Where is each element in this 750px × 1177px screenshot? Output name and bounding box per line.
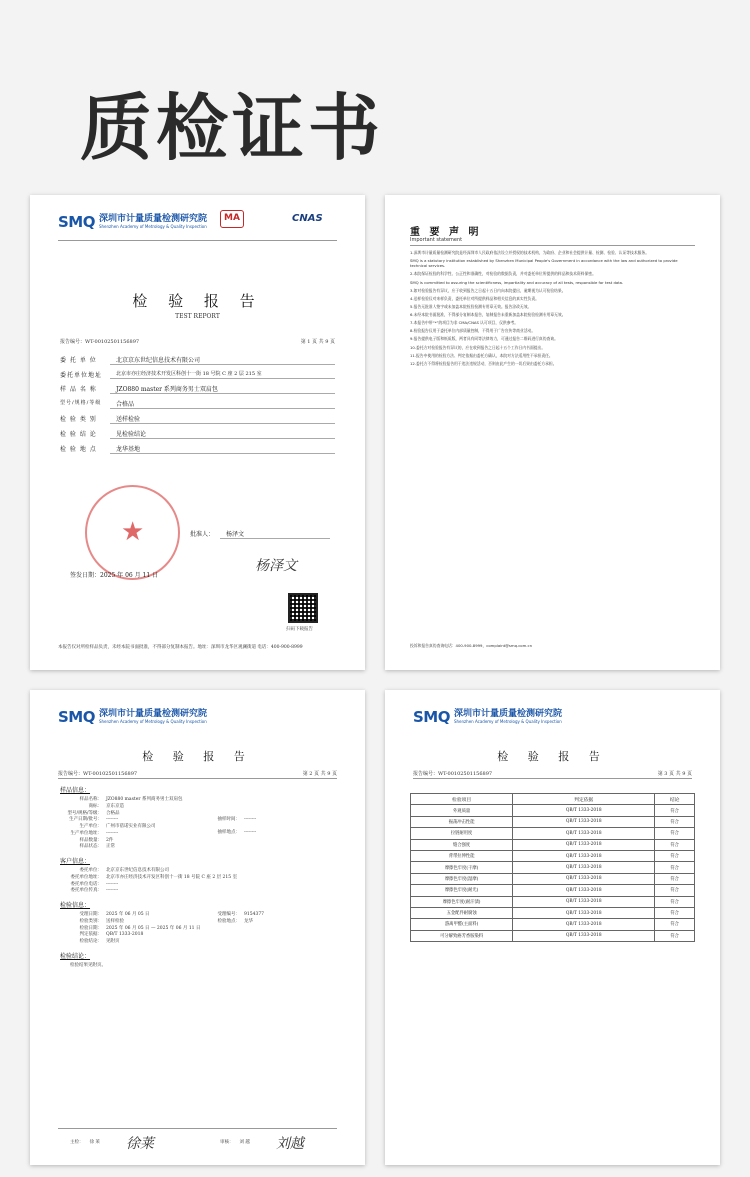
- table-cell: 符合: [655, 805, 695, 816]
- table-cell: 摩擦色牢度(干摩): [411, 862, 513, 873]
- divider: [58, 778, 337, 779]
- field-client-address: 委托单位地址 北京市亦庄经济技术开发区科创十一街 18 号院 C 座 2 层 215 室: [60, 370, 335, 379]
- sample-info-row: 样品状态： 正常: [79, 844, 115, 850]
- org-name-cn: 深圳市计量质量检测研究院: [453, 708, 562, 719]
- statement-paragraph: SMQ is a statutory institution established by Shenzhen Municipal People's Government in accordance with the law and authorized to provide technical services.: [410, 258, 678, 269]
- report-number: 报告编号：WT-00102501156897: [413, 771, 493, 777]
- table-cell: 符合: [655, 839, 695, 850]
- reviewer-sign: 审核： 刘 越 刘越: [220, 1133, 304, 1153]
- statement-paragraph: 9.报告提供电子版和纸质版，两者具有同等法律效力，可通过报告二维码进行真伪查询。: [410, 336, 558, 342]
- report-title: 检 验 报 告: [132, 292, 263, 310]
- table-cell: QB/T 1333-2018: [513, 850, 655, 861]
- smq-logo: SMQ: [58, 708, 95, 726]
- table-cell: 符合: [655, 828, 695, 839]
- report-qr-code-icon[interactable]: [288, 593, 318, 623]
- table-cell: 符合: [655, 930, 695, 941]
- table-cell: 五金配件耐腐蚀: [411, 907, 513, 918]
- table-cell: 摩擦色牢度(湿摩): [411, 873, 513, 884]
- table-cell: QB/T 1333-2018: [513, 885, 655, 896]
- table-row: [411, 816, 695, 827]
- org-logo: [413, 708, 562, 726]
- table-cell: 摩擦色牢度(耐光): [411, 885, 513, 896]
- table-cell: QB/T 1333-2018: [513, 816, 655, 827]
- statement-title-en: Important statement: [410, 237, 463, 243]
- table-header-cell: 结论: [655, 794, 695, 805]
- table-cell: QB/T 1333-2018: [513, 907, 655, 918]
- table-cell: 符合: [655, 896, 695, 907]
- divider: [58, 1128, 337, 1129]
- statement-paragraph: 2.本院保证检验的科学性、公正性和准确性，对检验的数据负责，并对委托单位所提供的样品和技术资料保密。: [410, 271, 596, 277]
- org-name-en: Shenzhen Academy of Metrology & Quality Inspection: [98, 224, 207, 230]
- report-title: 检 验 报 告: [497, 750, 608, 763]
- cover-footer: 本报告仅对所检样品负责，未经本院书面批准，不得部分复制本报告。地址：深圳市龙华区观澜街道 电话：400-900-8999: [58, 645, 303, 650]
- sample-info-row: 样品名称： JZO880 master 系列商务男士双肩包: [79, 797, 183, 802]
- sample-info-heading: 样品信息：: [60, 787, 91, 794]
- table-cell: QB/T 1333-2018: [513, 930, 655, 941]
- sample-info-row: 样品数量： 2件: [79, 837, 114, 843]
- table-cell: 符合: [655, 885, 695, 896]
- table-cell: 符合: [655, 816, 695, 827]
- tester-signature: 徐莱: [125, 1136, 154, 1152]
- table-cell: 振荡冲击性能: [411, 816, 513, 827]
- cma-mark-icon: MA: [220, 210, 244, 228]
- table-cell: QB/T 1333-2018: [513, 873, 655, 884]
- field-sample-name: 样 品 名 称 JZO880 master 系列商务男士双肩包: [60, 384, 335, 394]
- acceptance-number: 受理编号： 9154377: [217, 912, 265, 917]
- test-info-row: 受理日期： 2025 年 06 月 05 日: [79, 912, 150, 917]
- field-location: 检 验 地 点 龙华基地: [60, 444, 335, 454]
- report-results-sheet: [385, 690, 720, 1165]
- table-cell: QB/T 1333-2018: [513, 919, 655, 930]
- org-name-cn: 深圳市计量质量检测研究院: [98, 213, 207, 224]
- org-name-cn: 深圳市计量质量检测研究院: [98, 708, 207, 719]
- table-cell: QB/T 1333-2018: [513, 896, 655, 907]
- client-info-row: 委托单位传真： --------: [70, 888, 119, 894]
- approver-field: 批准人： 杨泽文: [190, 529, 330, 539]
- conclusion-heading: 检验结论：: [60, 952, 91, 960]
- report-details-sheet: [30, 690, 365, 1165]
- table-cell: 缝合强度: [411, 839, 513, 850]
- smq-logo: SMQ: [58, 213, 95, 231]
- field-test-type: 检 验 类 别 送样检验: [60, 414, 335, 424]
- divider: [58, 240, 337, 241]
- sample-info-block: [60, 797, 335, 851]
- statement-paragraph: 3.如对检验报告有异议，应于收到报告之日起十五日内向本院提出，逾期视为认可检验结果。: [410, 287, 566, 293]
- tester-sign: 主检： 徐 莱 徐莱: [70, 1133, 154, 1153]
- table-cell: QB/T 1333-2018: [513, 828, 655, 839]
- sampling-location: 抽样地点： --------: [217, 829, 257, 835]
- test-info-row: 检验结论： 见附页: [79, 939, 120, 944]
- sample-info-row: 型号/规格/等级： 合格品: [67, 810, 120, 816]
- statement-title: 重 要 声 明: [410, 227, 482, 238]
- table-cell: 拉链耐用度: [411, 828, 513, 839]
- divider: [410, 245, 695, 246]
- test-info-block: [60, 912, 335, 946]
- statement-paragraph: 1.深圳市计量质量检测研究院是经深圳市人民政府依法设立并授权的技术机构，为政府、企业和社会提供计量、检测、检验、认证等技术服务。: [410, 250, 650, 255]
- test-info-heading: 检验信息：: [60, 902, 91, 909]
- report-cover-sheet: [30, 195, 365, 670]
- report-subtitle: TEST REPORT: [175, 313, 220, 320]
- page-number: 第 3 页 共 9 页: [657, 771, 692, 777]
- sample-info-row: 生产单位地址： --------: [70, 830, 119, 836]
- table-cell: QB/T 1333-2018: [513, 805, 655, 816]
- report-meta: [58, 770, 337, 777]
- qr-caption: 扫码下载报告: [286, 627, 313, 632]
- report-meta: [413, 770, 692, 777]
- report-number: 报告编号：WT-00102501156897: [60, 339, 140, 345]
- table-row: [411, 907, 695, 918]
- statement-paragraph: 11.报告中使用的检验方法、判定依据由委托方确认，本院对方法适用性不承担责任。: [410, 352, 553, 358]
- org-logo: [58, 708, 207, 726]
- client-info-block: [60, 868, 335, 895]
- statement-paragraph: 5.报告无批准人签字或未加盖本院检验检测专用章无效。报告涂改无效。: [410, 303, 532, 309]
- table-row: [411, 862, 695, 873]
- sample-info-row: 生产单位： 广州市蓓诺实业有限公司: [79, 824, 156, 829]
- table-cell: 外观质量: [411, 805, 513, 816]
- statement-paragraph: 10.委托方对检验报告有异议的，应在收到报告之日起十五个工作日内书面提出。: [410, 344, 546, 350]
- statement-paragraph: 12.委托方不得将检验报告用于违法违规活动，否则由此产生的一切后果由委托方承担。: [410, 360, 557, 366]
- table-cell: QB/T 1333-2018: [513, 862, 655, 873]
- table-header-cell: 判定依据: [513, 794, 655, 805]
- table-cell: 游离甲醛(主面料): [411, 919, 513, 930]
- table-cell: 符合: [655, 907, 695, 918]
- statement-paragraph: 4.送样检验仅对来样负责，委托单位对所提供样品和相关信息的真实性负责。: [410, 295, 539, 301]
- test-info-row: 检验日期： 2025 年 06 月 05 日 — 2025 年 06 月 11 日: [79, 925, 201, 931]
- table-cell: 可分解致癌芳香胺染料: [411, 930, 513, 941]
- table-header-cell: 检验项目: [411, 794, 513, 805]
- official-seal-icon: ★: [85, 485, 180, 580]
- table-row: [411, 919, 695, 930]
- results-table-wrap: [410, 793, 695, 942]
- table-row: [411, 930, 695, 941]
- statement-paragraph: SMQ is committed to assuring the scientificness, impartiality and accuracy of all tests, responsible for test data.: [410, 279, 624, 285]
- table-row: [411, 873, 695, 884]
- field-model: 型号/规格/等级 合格品: [60, 399, 335, 409]
- sampling-time: 抽样时间： --------: [217, 817, 257, 822]
- page-number: 第 2 页 共 9 页: [302, 771, 337, 777]
- table-row: [411, 885, 695, 896]
- table-header-row: [411, 794, 695, 805]
- table-cell: 符合: [655, 873, 695, 884]
- report-meta: [60, 338, 335, 345]
- table-row: [411, 850, 695, 861]
- report-title: 检 验 报 告: [142, 750, 253, 763]
- results-table: [410, 793, 695, 942]
- issue-date: 签发日期：2025 年 06 月 11 日: [70, 572, 159, 579]
- table-row: [411, 805, 695, 816]
- client-info-row: 委托单位： 北京京东世纪信息技术有限公司: [79, 868, 169, 873]
- statement-paragraph: 6.未经本院书面批准，不得部分复制本报告，复制报告未重新加盖本院检验检测专用章无效。: [410, 312, 566, 317]
- org-logo: [58, 213, 207, 231]
- table-cell: QB/T 1333-2018: [513, 839, 655, 850]
- test-info-row: 判定依据： QB/T 1333-2018: [79, 932, 144, 938]
- statement-paragraphs: [410, 250, 695, 369]
- cnas-mark-icon: CNAS: [292, 213, 323, 224]
- statement-paragraph: 8.检验报告仅用于委托单位内部质量控制，不得用于广告宣传等商业活动。: [410, 328, 536, 334]
- statement-contact: 投诉和报告真伪查询电话：400-900-8999，complaint@smq.com.cn: [410, 643, 533, 648]
- divider: [413, 778, 692, 779]
- reviewer-signature: 刘越: [275, 1136, 304, 1152]
- sample-info-row: 商标： 京东京造: [88, 803, 124, 809]
- details-body: [60, 780, 335, 970]
- table-cell: 符合: [655, 919, 695, 930]
- smq-logo: SMQ: [413, 708, 450, 726]
- report-number: 报告编号：WT-00102501156897: [58, 771, 138, 777]
- table-cell: 符合: [655, 850, 695, 861]
- cover-fields: [60, 355, 335, 459]
- client-info-heading: 客户信息：: [60, 858, 91, 865]
- conclusion-text: 检验结果见附页。: [70, 962, 106, 968]
- page-heading: 质检证书: [80, 86, 385, 170]
- approver-signature: 杨泽文: [255, 558, 297, 574]
- table-row: [411, 828, 695, 839]
- test-info-row: 检验类别： 送样检验: [79, 918, 124, 924]
- test-location: 检验地点： 龙华: [217, 918, 253, 924]
- table-row: [411, 896, 695, 907]
- client-info-row: 委托单位电话： --------: [70, 881, 119, 887]
- org-name-en: Shenzhen Academy of Metrology & Quality Inspection: [453, 719, 562, 725]
- table-cell: 摩擦色牢度(耐汗渍): [411, 896, 513, 907]
- page-number: 第 1 页 共 9 页: [300, 339, 335, 345]
- statement-paragraph: 7.本报告中带“*”的项目为非 CMA/CNAS 认可项目，仅供参考。: [410, 320, 519, 326]
- field-client: 委 托 单 位 北京京东世纪信息技术有限公司: [60, 355, 335, 365]
- sample-info-row: 生产日期/批号： --------: [68, 817, 119, 823]
- statement-sheet: [385, 195, 720, 670]
- table-cell: 背带拉伸性能: [411, 850, 513, 861]
- field-conclusion: 检 验 结 论 见检验结论: [60, 429, 335, 439]
- org-name-en: Shenzhen Academy of Metrology & Quality Inspection: [98, 719, 207, 725]
- table-cell: 符合: [655, 862, 695, 873]
- client-info-row: 委托单位地址： 北京市亦庄经济技术开发区科创十一街 18 号院 C 座 2 层 215 室: [70, 874, 238, 880]
- table-row: [411, 839, 695, 850]
